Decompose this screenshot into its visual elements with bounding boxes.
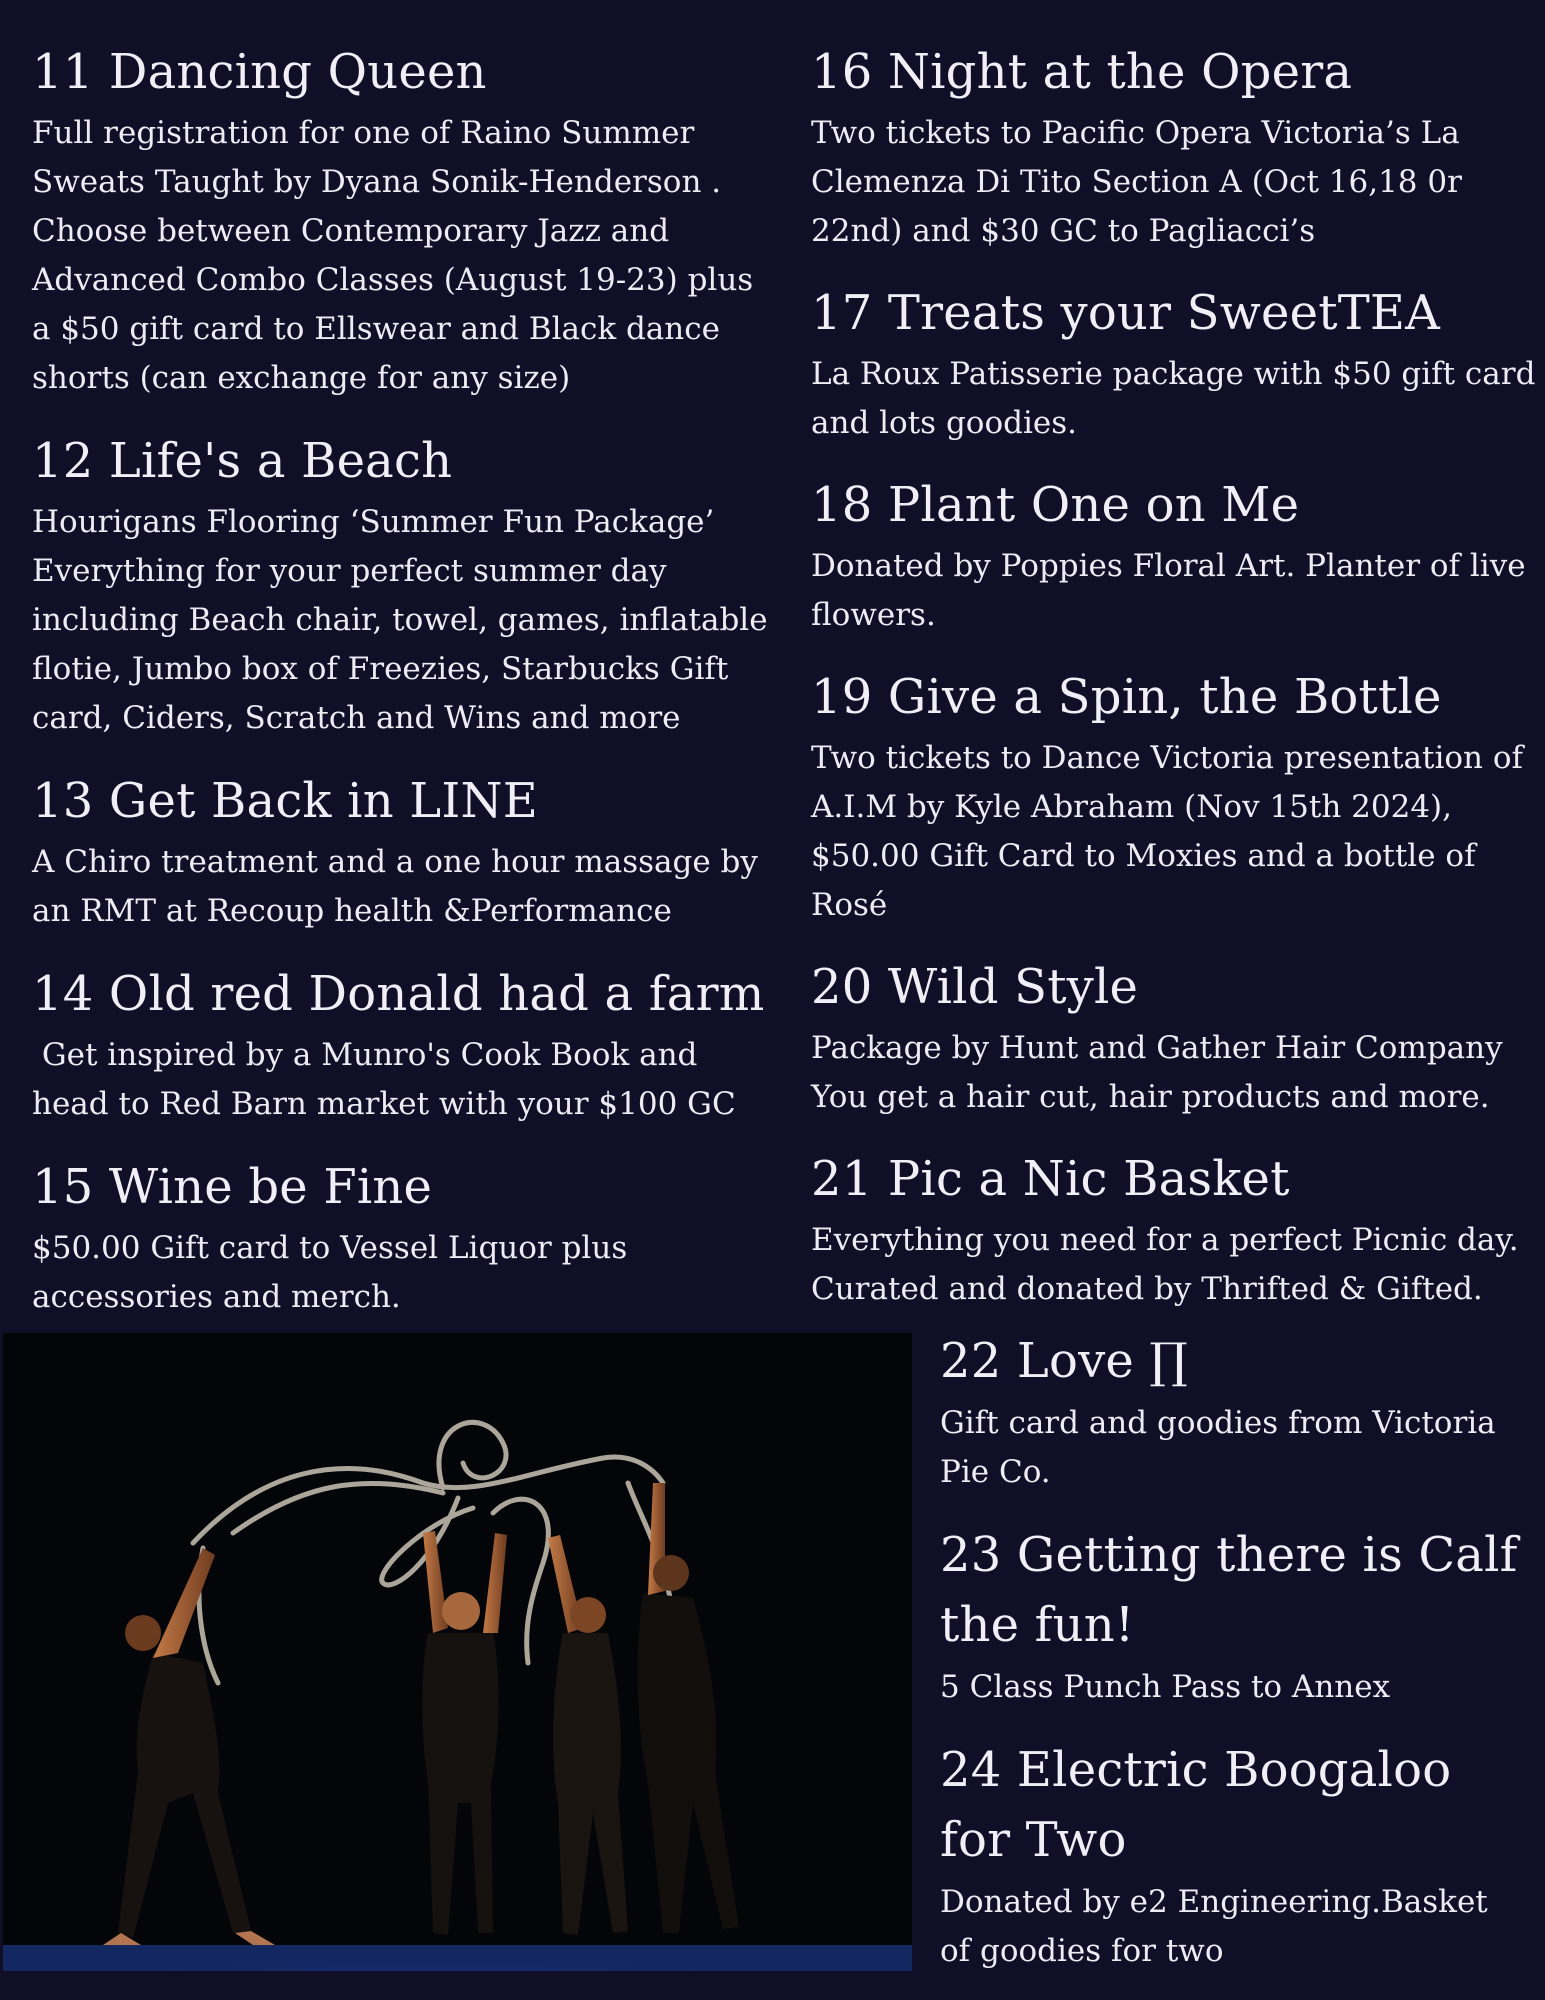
item-title: 16 Night at the Opera: [811, 44, 1353, 100]
auction-item: [32, 767, 772, 936]
item-title: 17 Treats your SweetTEA: [811, 285, 1441, 341]
auction-item: [32, 38, 772, 403]
auction-item: [940, 1735, 1520, 1976]
auction-item: [32, 1153, 772, 1322]
item-description: La Roux Patisserie package with $50 gift card and lots goodies.: [811, 356, 1536, 441]
item-title: 21 Pic a Nic Basket: [811, 1151, 1290, 1207]
item-title: 20 Wild Style: [811, 959, 1139, 1015]
dancers-with-ropes-image: [3, 1333, 912, 1971]
auction-item: [811, 953, 1536, 1122]
item-title: 13 Get Back in LINE: [32, 773, 538, 829]
auction-item: [32, 427, 772, 743]
item-description: Gift card and goodies from Victoria Pie Co.: [940, 1405, 1496, 1490]
item-description: Donated by Poppies Floral Art. Planter of live flowers.: [811, 548, 1526, 633]
item-description: Donated by e2 Engineering.Basket of goodies for two: [940, 1884, 1488, 1969]
item-title: 19 Give a Spin, the Bottle: [811, 669, 1442, 725]
auction-item: [940, 1326, 1520, 1497]
auction-item: [811, 663, 1536, 930]
auction-item: [811, 1145, 1536, 1314]
item-description: Two tickets to Pacific Opera Victoria’s La Clemenza Di Tito Section A (Oct 16,18 0r 22nd) and $30 GC to Pagliacci’s: [811, 115, 1462, 249]
item-description: A Chiro treatment and a one hour massage by an RMT at Recoup health &Performance: [32, 844, 758, 929]
item-description: $50.00 Gift card to Vessel Liquor plus accessories and merch.: [32, 1230, 628, 1315]
bottom-right-column: [940, 1326, 1520, 1999]
item-description: Package by Hunt and Gather Hair Company You get a hair cut, hair products and more.: [811, 1030, 1503, 1115]
item-title: 12 Life's a Beach: [32, 433, 453, 489]
item-description: Two tickets to Dance Victoria presentation of A.I.M by Kyle Abraham (Nov 15th 2024), $50.00 Gift Card to Moxies and a bottle of Rosé: [811, 740, 1524, 923]
item-title: 22 Love ∏: [940, 1333, 1188, 1389]
dance-performance-photo: [3, 1333, 912, 1971]
item-description: Everything you need for a perfect Picnic day. Curated and donated by Thrifted & Gifted.: [811, 1222, 1519, 1307]
item-title: 14 Old red Donald had a farm: [32, 966, 765, 1022]
item-description: Hourigans Flooring ‘Summer Fun Package’ Everything for your perfect summer day including Beach chair, towel, games, inflatable flotie, Jumbo box of Freezies, Starbucks Gift card, Ciders, Scratch and Wins and more: [32, 504, 768, 736]
item-title: 15 Wine be Fine: [32, 1159, 433, 1215]
auction-item: [940, 1520, 1520, 1712]
item-title: 11 Dancing Queen: [32, 44, 487, 100]
item-title: 24 Electric Boogaloo for Two: [940, 1742, 1452, 1868]
auction-item: [32, 960, 772, 1129]
auction-item: [811, 471, 1536, 640]
item-description: 5 Class Punch Pass to Annex: [940, 1669, 1391, 1705]
item-description: Get inspired by a Munro's Cook Book and head to Red Barn market with your $100 GC: [32, 1037, 736, 1122]
item-description: Full registration for one of Raino Summer Sweats Taught by Dyana Sonik-Henderson . Choose between Contemporary Jazz and Advanced Combo Classes (August 19-23) plus a $50 gift card to Ellswear and Black dance shorts (can exchange for any size): [32, 115, 754, 396]
auction-item: [811, 38, 1536, 256]
auction-item: [811, 279, 1536, 448]
left-column: [32, 38, 772, 1345]
right-column: [811, 38, 1536, 1337]
item-title: 23 Getting there is Calf the fun!: [940, 1527, 1518, 1653]
item-title: 18 Plant One on Me: [811, 477, 1300, 533]
